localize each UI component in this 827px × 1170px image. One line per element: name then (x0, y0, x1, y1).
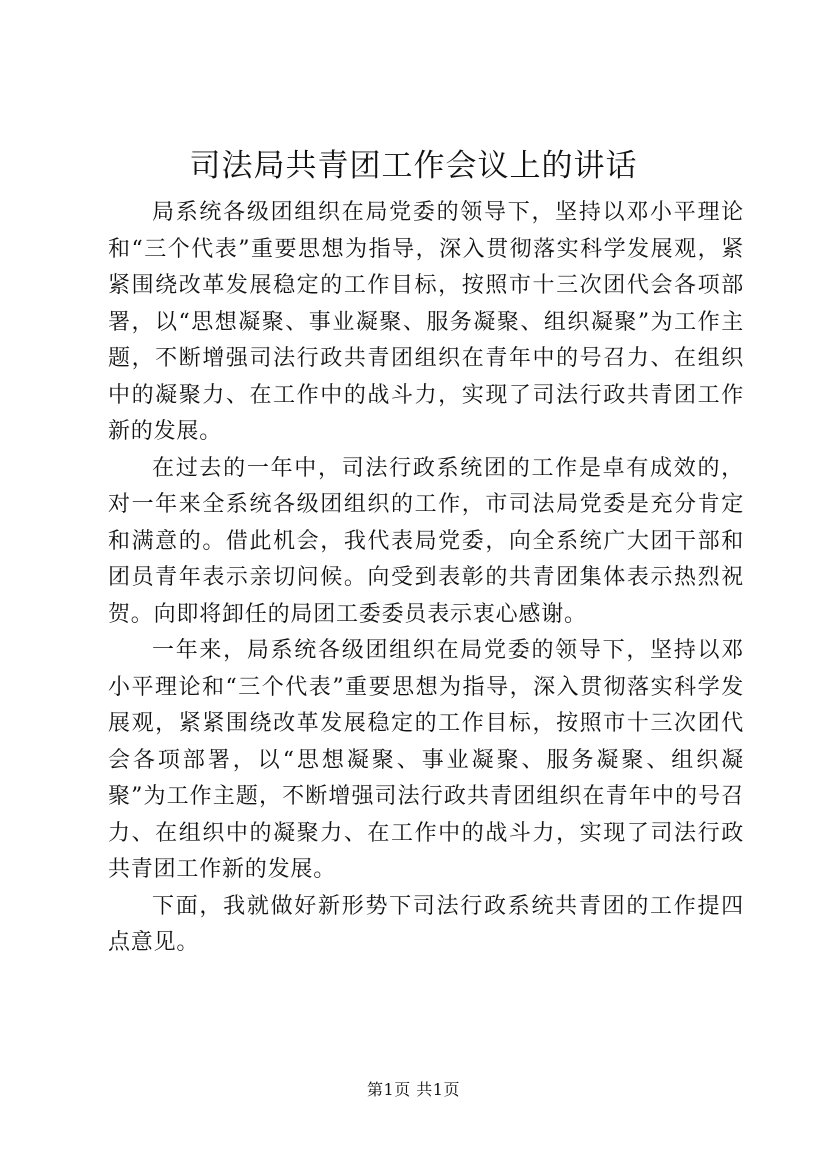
paragraph-1: 局系统各级团组织在局党委的领导下，坚持以邓小平理论和“三个代表”重要思想为指导，深入贯彻落实科学发展观，紧紧围绕改革发展稳定的工作目标，按照市十三次团代会各项部署，以“思想凝聚、事业凝聚、服务凝聚、组织凝聚”为工作主题，不断增强司法行政共青团组织在青年中的号召力、在组织中的凝聚力、在工作中的战斗力，实现了司法行政共青团工作新的发展。 (108, 200, 744, 444)
paragraph-3: 一年来，局系统各级团组织在局党委的领导下，坚持以邓小平理论和“三个代表”重要思想为指导，深入贯彻落实科学发展观，紧紧围绕改革发展稳定的工作目标，按照市十三次团代会各项部署，以“思想凝聚、事业凝聚、服务凝聚、组织凝聚”为工作主题，不断增强司法行政共青团组织在青年中的号召力、在组织中的凝聚力、在工作中的战斗力，实现了司法行政共青团工作新的发展。 (108, 638, 744, 882)
paragraph-2: 在过去的一年中，司法行政系统团的工作是卓有成效的，对一年来全系统各级团组织的工作，市司法局党委是充分肯定和满意的。借此机会，我代表局党委，向全系统广大团干部和团员青年表示亲切问候。向受到表彰的共青团集体表示热烈祝贺。向即将卸任的局团工委委员表示衷心感谢。 (108, 455, 744, 627)
document-body (108, 195, 744, 962)
page-number-footer: 第1页 共1页 (367, 1080, 460, 1099)
document-title: 司法局共青团工作会议上的讲话 (189, 148, 638, 184)
paragraph-4: 下面，我就做好新形势下司法行政系统共青团的工作提四点意见。 (108, 893, 744, 955)
